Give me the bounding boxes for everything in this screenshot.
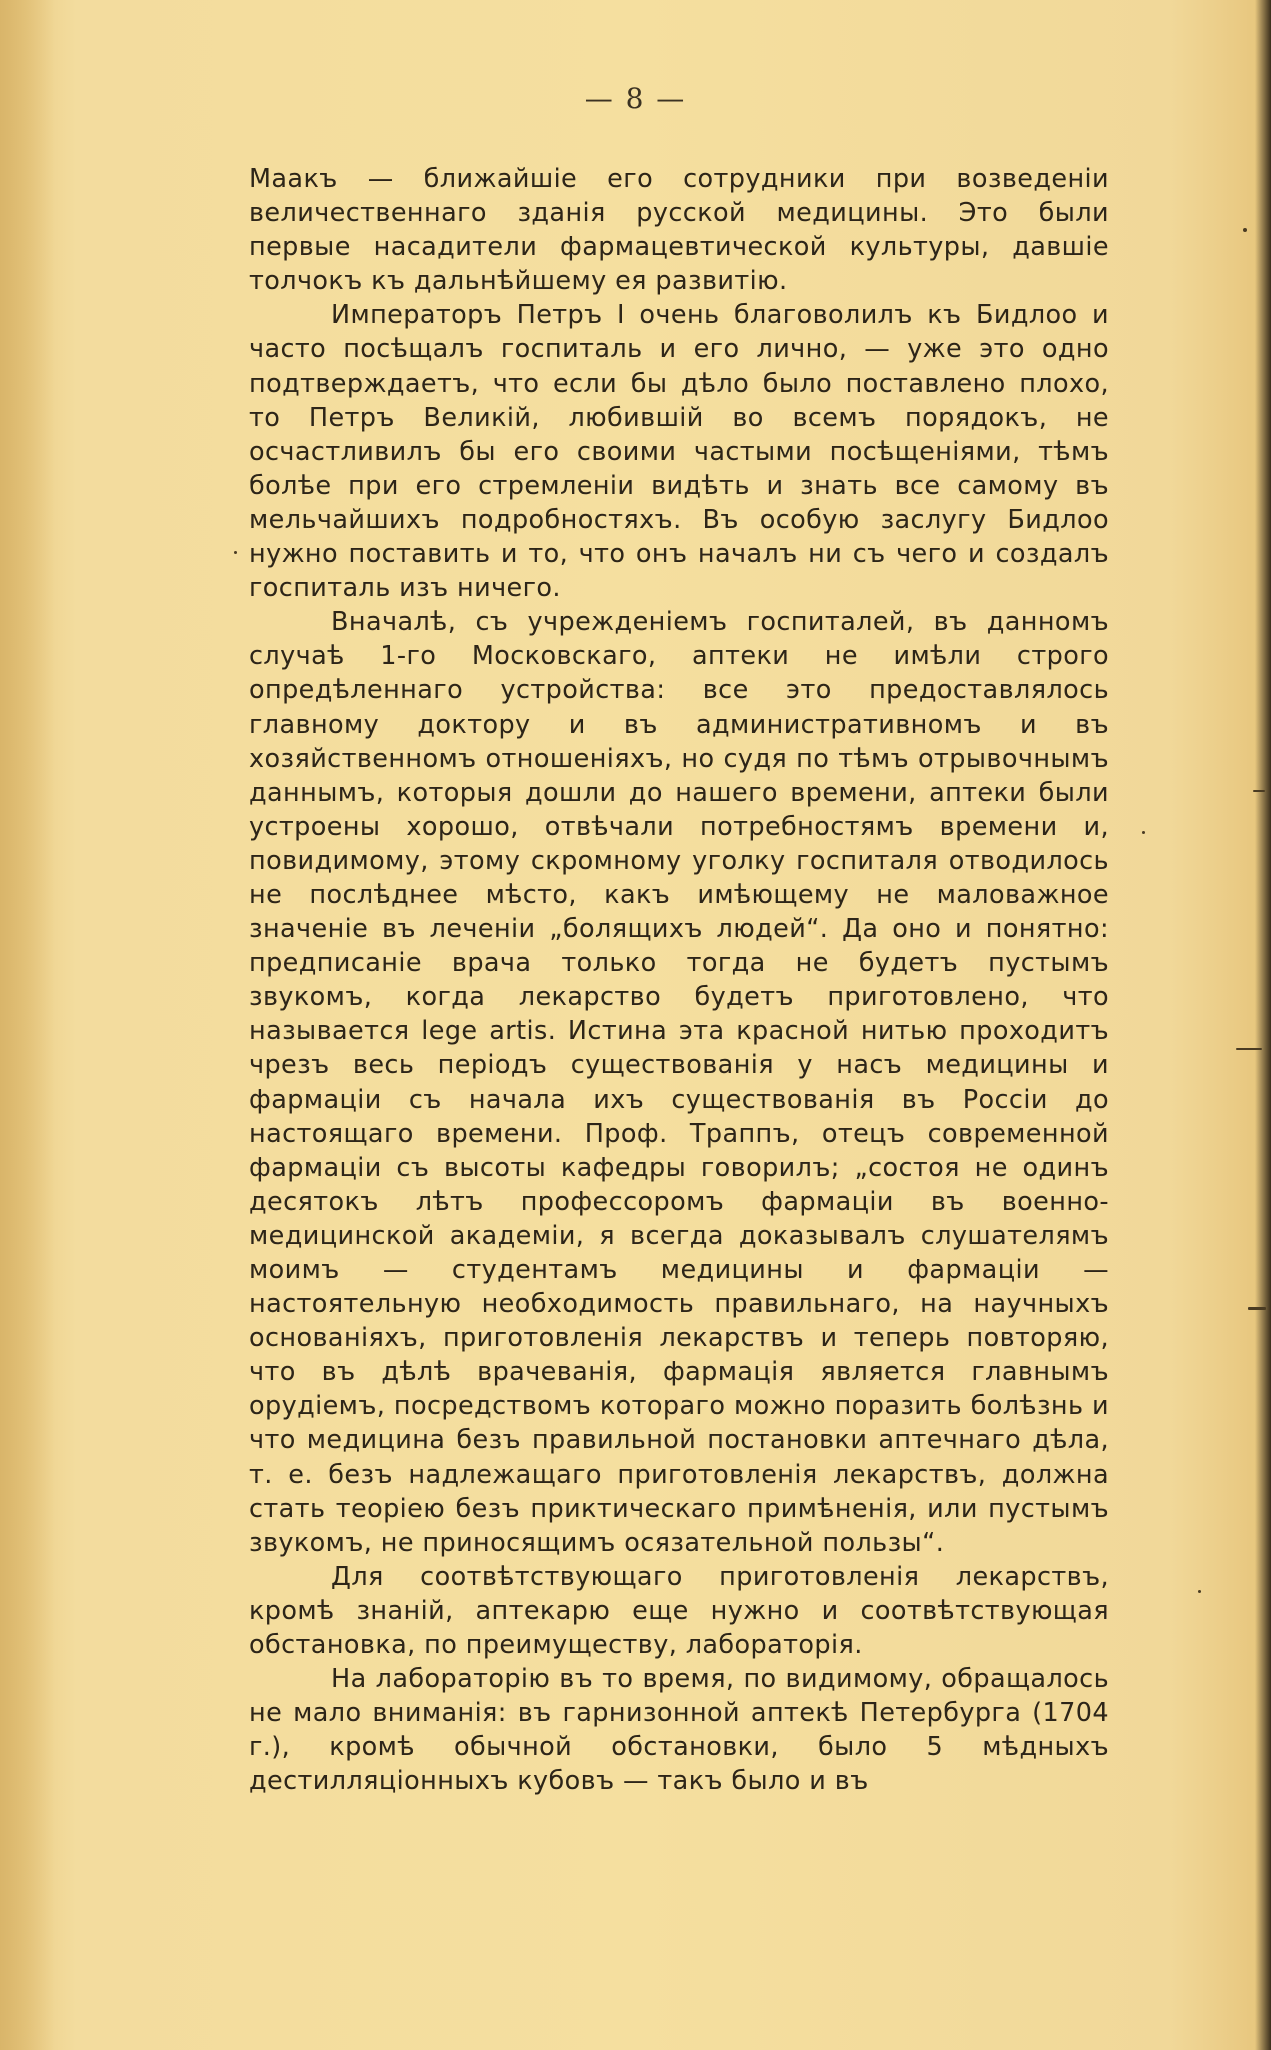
page-gutter-shadow <box>0 0 55 2050</box>
paper-speck <box>1243 228 1247 232</box>
paragraph-2: Императоръ Петръ I очень благоволилъ къ Бидлоо и часто посѣщалъ госпиталь и его лично, — уже это одно подтверждаетъ, что если бы дѣло было поставлено плохо, то Петръ Великій, любившій во всемъ порядокъ, не осчастливилъ бы его своими частыми посѣщеніями, тѣмъ болѣе при его стремленіи видѣть и знать все самому въ мельчайшихъ подробностяхъ. Въ особую заслугу Бидлоо нужно поставить и то, что онъ началъ ни съ чего и создалъ госпиталь изъ ничего. <box>249 300 1109 604</box>
paper-speck <box>234 551 237 554</box>
paper-speck <box>1236 1048 1262 1050</box>
page-edge <box>1255 0 1271 2050</box>
paragraph-1: Маакъ — ближайшіе его сотрудники при возведеніи величественнаго зданія русской медицины. Это были первые насадители фармацевтической культуры, давшіе толчокъ къ дальнѣйшему ея развитію. <box>249 164 1109 297</box>
paragraph-5: На лабораторію въ то время, по видимому, обращалось не мало вниманія: въ гарнизонной аптекѣ Петербурга (1704 г.), кромѣ обычной обстановки, было 5 мѣдныхъ дестилляціонныхъ кубовъ — такъ было и въ <box>249 1664 1109 1797</box>
paper-speck <box>1198 1590 1201 1593</box>
page-number: — 8 — <box>584 82 687 115</box>
paragraph-4: Для соотвѣтствующаго приготовленія лекарствъ, кромѣ знаній, аптекарю еще нужно и соотвѣтствующая обстановка, по преимуществу, лабораторія. <box>249 1561 1109 1661</box>
body-text <box>249 162 1109 1799</box>
paper-speck <box>1253 790 1265 792</box>
paper-speck <box>1142 831 1145 834</box>
paragraph-3: Вначалѣ, съ учрежденіемъ госпиталей, въ данномъ случаѣ 1-го Московскаго, аптеки не имѣли строго опредѣленнаго устройства: все это предоставлялось главному доктору и въ административномъ и въ хозяйственномъ отношеніяхъ, но судя по тѣмъ отрывочнымъ даннымъ, которыя дошли до нашего времени, аптеки были устроены хорошо, отвѣчали потребностямъ времени и, повидимому, этому скромному уголку госпиталя отводилось не послѣднее мѣсто, какъ имѣющему не маловажное значеніе въ леченіи „болящихъ людей“. Да оно и понятно: предписаніе врача только тогда не будетъ пустымъ звукомъ, когда лекарство будетъ приготовлено, что называется lege artis. Истина эта красной нитью проходитъ чрезъ весь періодъ существованія у насъ медицины и фармаціи съ начала ихъ существованія въ Россіи до настоящаго времени. Проф. Траппъ, отецъ современной фармаціи съ высоты кафедры говорилъ; „состоя не одинъ десятокъ лѣтъ профессоромъ фармаціи въ военно-медицинской академіи, я всегда доказывалъ слушателямъ моимъ — студентамъ медицины и фармаціи — настоятельную необходимость правильнаго, на научныхъ основаніяхъ, приготовленія лекарствъ и теперь повторяю, что въ дѣлѣ врачеванія, фармація является главнымъ орудіемъ, посредствомъ котораго можно поразить болѣзнь и что медицина безъ правильной постановки аптечнаго дѣла, т. е. безъ надлежащаго приготовленія лекарствъ, должна стать теоріею безъ приктическаго примѣненія, или пустымъ звукомъ, не приносящимъ осязательной пользы“. <box>249 607 1109 1558</box>
paper-speck <box>1248 1307 1266 1310</box>
